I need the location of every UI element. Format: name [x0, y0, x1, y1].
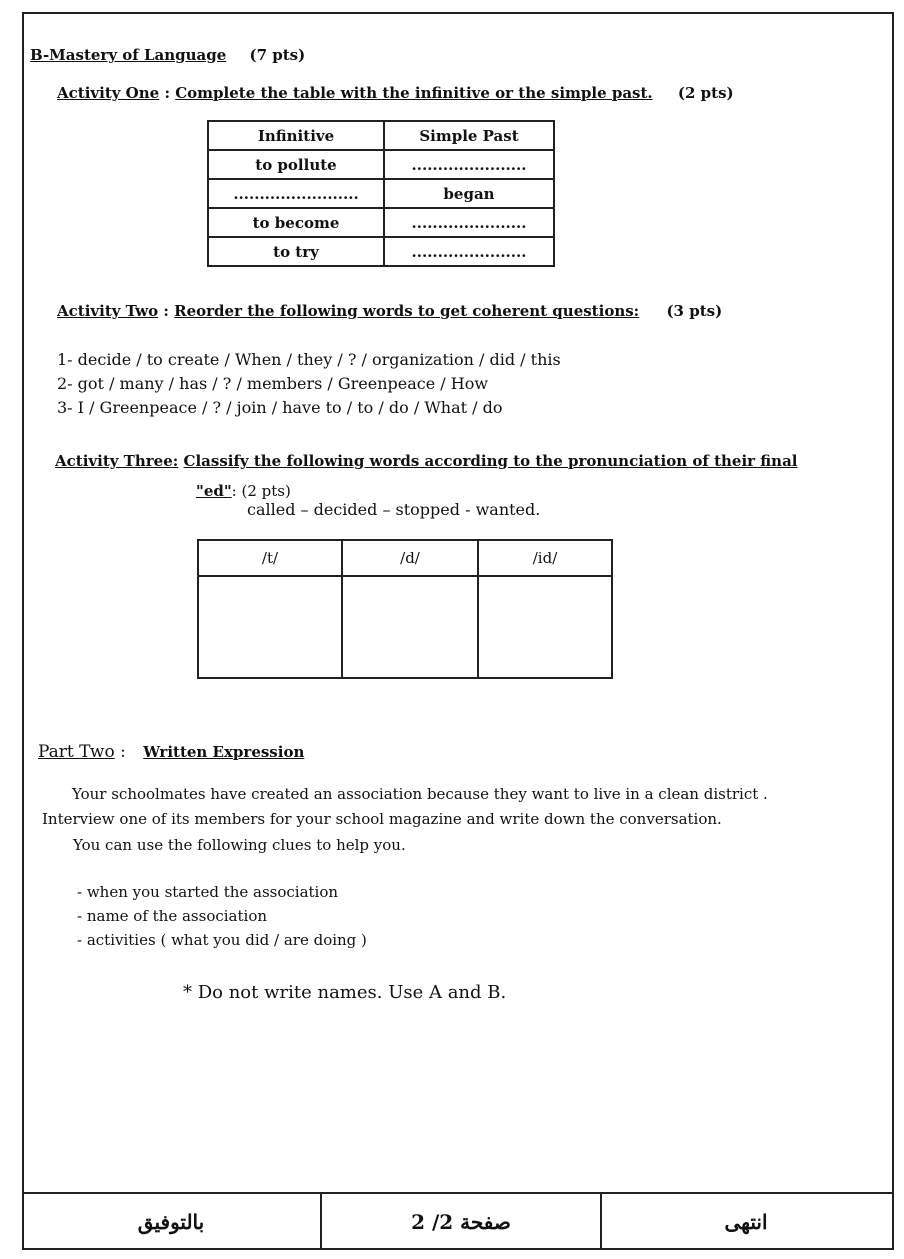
page-footer [22, 1192, 894, 1250]
activity-two-instruction: Reorder the following words to get coherent questions: [174, 302, 640, 320]
part-two-heading [38, 742, 304, 762]
instruction-note: * Do not write names. Use A and B. [183, 982, 507, 1003]
verb-table [207, 120, 555, 267]
prompt-line: You can use the following clues to help you. [73, 836, 406, 854]
activity-three-instruction: Classify the following words according to the pronunciation of their final [183, 452, 798, 470]
header-d: /d/ [342, 540, 478, 576]
table-cell: ........................ [208, 179, 384, 208]
answer-cell-id [478, 576, 612, 678]
answer-cell-d [342, 576, 478, 678]
table-row [208, 208, 554, 237]
activity-two-heading [57, 302, 722, 320]
pronunciation-table [197, 539, 613, 679]
activity-one-points: (2 pts) [677, 84, 734, 102]
activity-one-sep: : [164, 84, 170, 102]
table-row [208, 237, 554, 266]
section-b-title: B-Mastery of Language [30, 46, 227, 64]
activity-one-instruction: Complete the table with the infinitive or the simple past. [175, 84, 653, 102]
list-item: - name of the association [77, 907, 268, 925]
activity-three-label: Activity Three: [55, 452, 179, 470]
activity-three-words: called – decided – stopped - wanted. [247, 500, 541, 519]
section-b-heading [30, 46, 305, 64]
activity-three-ed-line [196, 482, 291, 500]
prompt-line: Your schoolmates have created an association because they want to live in a clean district . [72, 785, 768, 803]
table-row [208, 179, 554, 208]
list-item: - activities ( what you did / are doing ) [77, 931, 367, 949]
table-row [198, 576, 612, 678]
table-cell: to pollute [208, 150, 384, 179]
activity-three-ed: "ed" [196, 482, 232, 500]
header-simple-past: Simple Past [384, 121, 554, 150]
list-item: - when you started the association [77, 883, 339, 901]
table-row [208, 150, 554, 179]
list-item: 1- decide / to create / When / they / ? / organization / did / this [57, 350, 561, 369]
table-cell: to become [208, 208, 384, 237]
pronunciation-table-header [198, 540, 612, 576]
part-two-title: Written Expression [143, 743, 305, 761]
table-cell: ...................... [384, 208, 554, 237]
activity-three-points: : (2 pts) [231, 482, 291, 500]
header-infinitive: Infinitive [208, 121, 384, 150]
table-cell: ...................... [384, 150, 554, 179]
list-item: 2- got / many / has / ? / members / Greenpeace / How [57, 374, 489, 393]
footer-page-number: صفحة 2/ 2 [320, 1194, 602, 1250]
header-t: /t/ [198, 540, 342, 576]
section-b-points: (7 pts) [249, 46, 306, 64]
part-two-label: Part Two [38, 742, 115, 762]
activity-two-sep: : [163, 302, 169, 320]
answer-cell-t [198, 576, 342, 678]
verb-table-header [208, 121, 554, 150]
table-cell: ...................... [384, 237, 554, 266]
table-cell: began [384, 179, 554, 208]
activity-two-points: (3 pts) [666, 302, 723, 320]
list-item: 3- I / Greenpeace / ? / join / have to / to / do / What / do [57, 398, 503, 417]
part-two-sep: : [120, 742, 126, 762]
activity-one-label: Activity One [57, 84, 160, 102]
footer-right: انتهى [724, 1210, 768, 1234]
activity-two-label: Activity Two [57, 302, 159, 320]
prompt-line: Interview one of its members for your school magazine and write down the conversation. [42, 810, 722, 828]
footer-left: بالتوفيق [137, 1210, 205, 1234]
table-cell: to try [208, 237, 384, 266]
activity-one-heading [57, 84, 734, 102]
activity-three-heading [55, 452, 798, 470]
header-id: /id/ [478, 540, 612, 576]
